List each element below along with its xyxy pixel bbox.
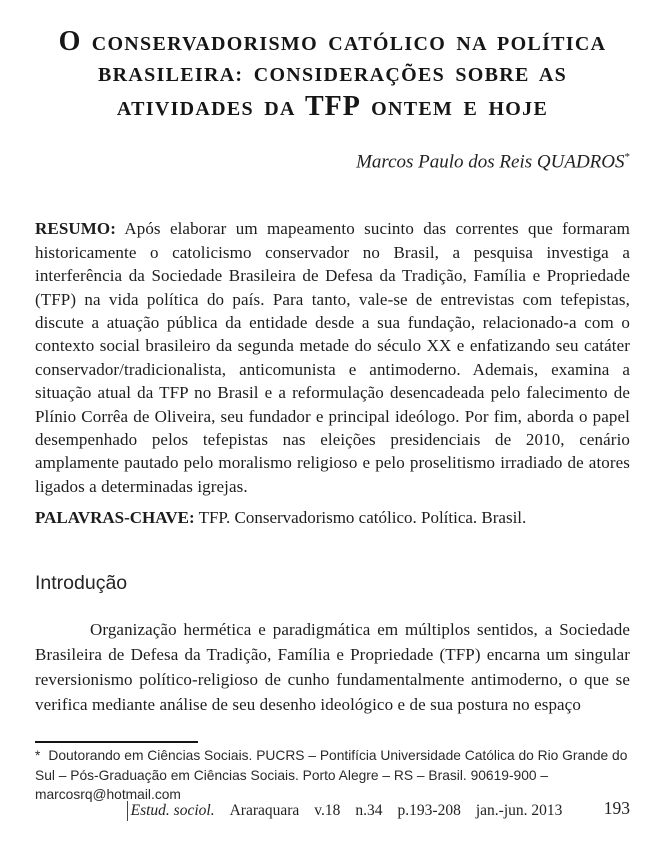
author-footnote-marker: * [624, 151, 630, 163]
journal-period: jan.-jun. 2013 [475, 802, 563, 819]
intro-paragraph: Organização hermética e paradigmática em múltiplos sentidos, a Sociedade Brasileira de Defesa da Tradição, Família e Propriedade (TFP) encarna um singular reversionismo político-religioso de cunho fundamentalmente antimoderno, o que se verifica mediante análise de seu desenho ideológico e de sua postura no espaço [35, 620, 630, 715]
footnote-block [35, 741, 630, 805]
title-acronym-tfp: TFP [304, 91, 361, 122]
author-byline [35, 145, 630, 174]
author-name: Marcos Paulo dos Reis QUADROS [356, 151, 625, 173]
keywords-text: TFP. Conservadorismo católico. Política. Brasil. [198, 508, 527, 528]
article-title [35, 26, 630, 125]
title-line-1 [58, 26, 607, 57]
journal-footer [35, 798, 630, 821]
journal-name: Estud. sociol. [127, 801, 215, 821]
journal-pages: p.193-208 [397, 802, 461, 819]
footnote-text: Doutorando em Ciências Sociais. PUCRS – Pontifícia Universidade Católica do Rio Grande do Sul – Pós-Graduação em Ciências Sociais. Porto Alegre – RS – Brasil. 90619-900 – marcosrq@hotmail.com [35, 748, 628, 802]
title-initial-cap: O [58, 26, 82, 57]
abstract-label: RESUMO: [35, 219, 116, 239]
abstract-paragraph [35, 217, 630, 498]
abstract-text: Após elaborar um mapeamento sucinto das correntes que formaram historicamente o catolicismo conservador no Brasil, a pesquisa investiga a interferência da Sociedade Brasileira de Defesa da Tradição, Família e Propriedade (TFP) na vida política do país. Para tanto, vale-se de entrevistas com tefepistas, discute a atuação pública da entidade desde a sua fundação, relacionado-a com o contexto social brasileiro da segunda metade do século XX e enfatizando seu catáter conservador/tradicionalista, anticomunista e antimoderno. Ademais, examina a situação atual da TFP no Brasil e a reformulação desencadeada pelo falecimento de Plínio Corrêa de Oliveira, seu fundador e principal ideólogo. Por fim, aborda o papel desempenhado pelos tefepistas nas eleições presidenciais de 2010, cenário amplamente pautado pelo moralismo religioso e pelo proselitismo irradiado de atores ligados a determinadas igrejas. [35, 219, 630, 496]
journal-volume: v.18 [314, 802, 341, 819]
title-line-3-pre: ATIVIDADES DA [116, 98, 305, 120]
journal-biblio-line [47, 801, 642, 821]
title-line-1-text: CONSERVADORISMO CATÓLICO NA POLÍTICA [81, 33, 607, 55]
footnote-marker: * [35, 748, 41, 763]
section-heading-introducao: Introdução [35, 572, 128, 595]
title-line-3 [116, 91, 549, 122]
title-line-2: BRASILEIRA: CONSIDERAÇÕES SOBRE AS [97, 64, 568, 86]
keywords-line [35, 506, 630, 529]
journal-city: Araraquara [229, 802, 300, 819]
page-number: 193 [603, 798, 630, 818]
title-line-3-post: ONTEM E HOJE [360, 98, 549, 120]
footnote [35, 746, 630, 805]
journal-issue: n.34 [355, 802, 383, 819]
keywords-label: PALAVRAS-CHAVE: [35, 508, 195, 528]
footnote-divider [35, 741, 198, 743]
